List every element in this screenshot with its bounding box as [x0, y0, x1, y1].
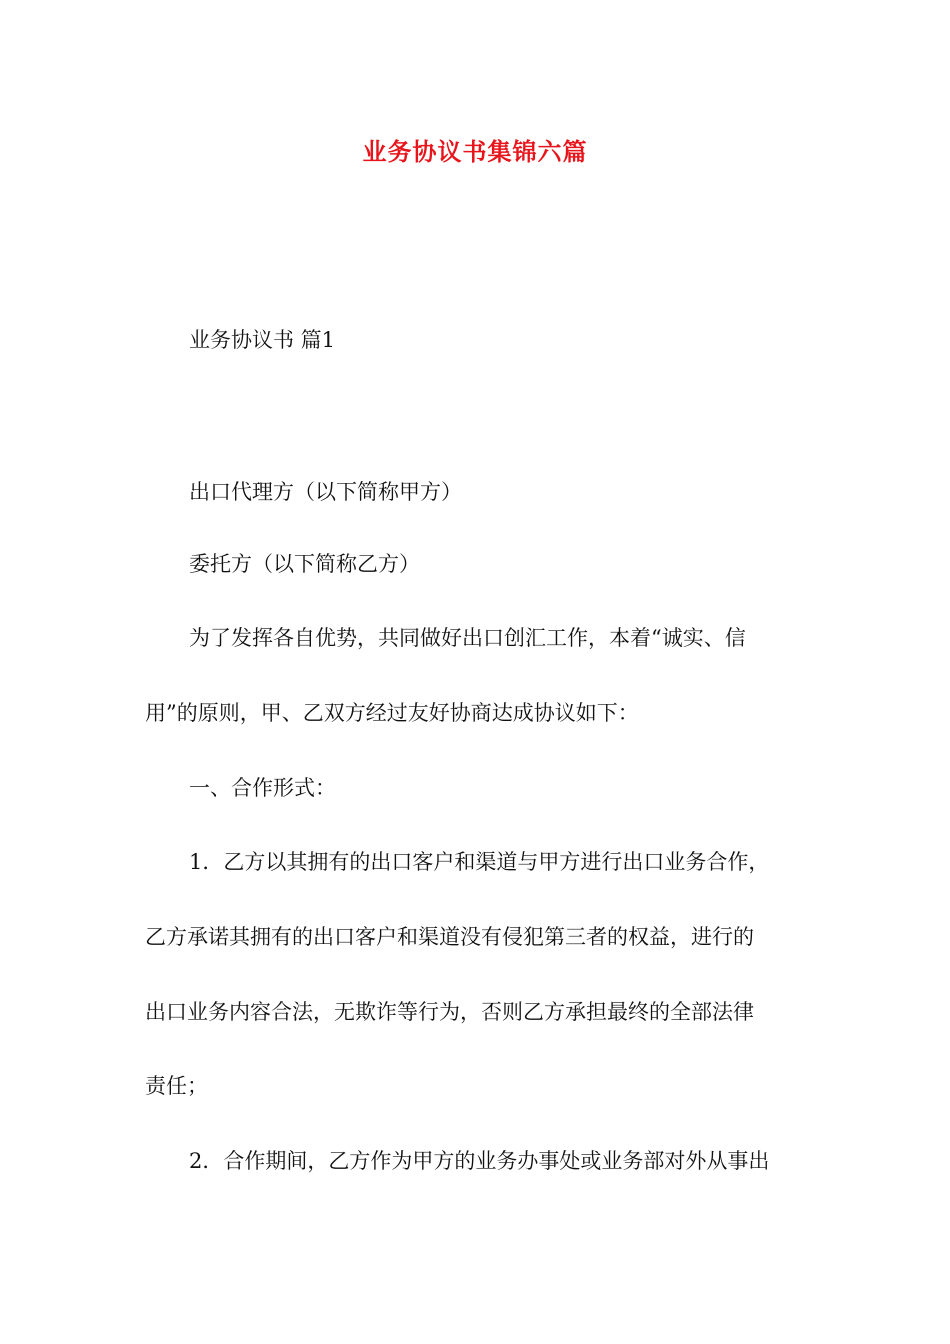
paragraph-line: 一、合作形式： [189, 776, 336, 800]
section-heading: 业务协议书 篇1 [189, 328, 336, 352]
document-title: 业务协议书集锦六篇 [362, 137, 588, 166]
paragraph-line: 责任； [145, 1074, 208, 1098]
paragraph-line: 为了发挥各自优势，共同做好出口创汇工作，本着“诚实、信 [189, 626, 746, 650]
paragraph-line: 出口代理方（以下简称甲方） [189, 480, 462, 504]
paragraph-line: 2．合作期间，乙方作为甲方的业务办事处或业务部对外从事出 [189, 1149, 770, 1173]
paragraph-line: 1．乙方以其拥有的出口客户和渠道与甲方进行出口业务合作， [189, 850, 770, 874]
paragraph-line: 乙方承诺其拥有的出口客户和渠道没有侵犯第三者的权益，进行的 [145, 925, 754, 949]
paragraph-line: 用”的原则，甲、乙双方经过友好协商达成协议如下： [145, 701, 639, 725]
paragraph-line: 出口业务内容合法，无欺诈等行为，否则乙方承担最终的全部法律 [145, 1000, 754, 1024]
paragraph-line: 委托方（以下简称乙方） [189, 552, 420, 576]
